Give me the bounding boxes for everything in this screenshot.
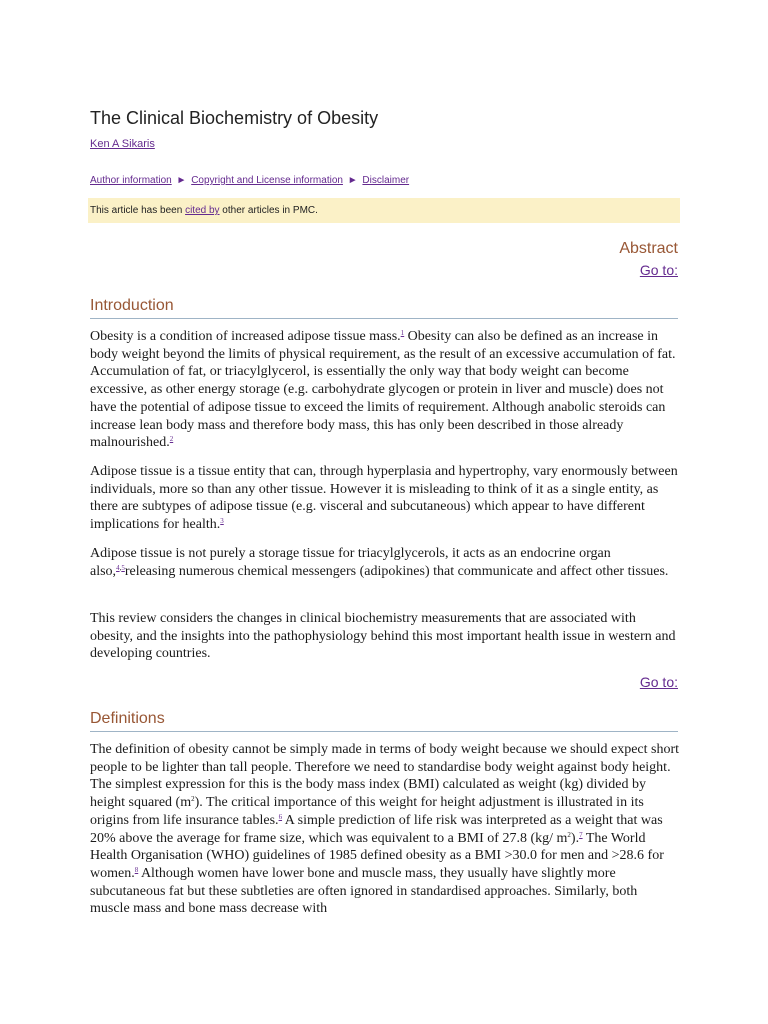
copyright-license-link[interactable]: Copyright and License information <box>191 175 343 186</box>
cited-prefix: This article has been <box>90 205 186 216</box>
cited-suffix: other articles in PMC. <box>219 205 318 216</box>
reference-link[interactable]: 8 <box>134 865 139 874</box>
disclaimer-link[interactable]: Disclaimer <box>362 175 410 186</box>
intro-paragraph-1: Obesity is a condition of increased adipose tissue mass.$^1$ Obesity can also be defined as an increase in body weight beyond the limits of physical requirement, as the result of an excessive accumulation of fat. Accumulation of fat, or triacylglycerol, is essentially the only way that body weight can become excessive, as other energy storage (e.g. carbohydrate glycogen or protein in liver and muscle) does not have the potential of adipose tissue to exceed the limits of requirement. Although anabolic steroids can increase lean body mass and therefore body mass, this has only been described in those already malnourished.$^2$ <box>90 329 676 451</box>
author-information-link[interactable]: Author information <box>90 175 172 186</box>
cited-by-link[interactable]: cited by <box>185 205 220 216</box>
intro-paragraph-3: Adipose tissue is not purely a storage tissue for triacylglycerols, it acts as an endocrine organ also,$^{4,5}$releasing numerous chemical messengers (adipokines) that communicate and affect other tissues. <box>90 546 669 579</box>
reference-link[interactable]: 1 <box>400 329 405 337</box>
introduction-heading: Introduction <box>90 297 678 319</box>
definitions-paragraph-1: The definition of obesity cannot be simply made in terms of body weight because we should expect short people to be lighter than tall people. Therefore we need to standardise body weight against body height. The simplest expression for this is the body mass index (BMI) calculated as weight (kg) divided by height squared $(m^2)$. The critical importance of this weight for height adjustment is illustrated in its origins from life insurance tables.$^6$ A simple prediction of life risk was interpreted as a weight that was 20% above the average for frame size, which was equivalent to a BMI of 27.8 (kg/ $m^2).^7$ The World Health Organisation (WHO) guidelines of 1985 defined obesity as a BMI >30.0 for men and >28.6 for women.$^8$ Although women have lower bone and muscle mass, they usually have slightly more subcutaneous fat but these subtleties are often ignored in standardised approaches. Similarly, both muscle mass and bone mass decrease with <box>90 742 680 917</box>
author-link[interactable]: Ken A Sikaris <box>90 138 155 150</box>
article-title: The Clinical Biochemistry of Obesity <box>90 108 379 128</box>
goto-link[interactable]: Go to: <box>639 262 678 278</box>
abstract-heading[interactable]: Abstract <box>619 240 678 257</box>
reference-link[interactable]: 6 <box>278 812 283 821</box>
goto-link[interactable]: Go to: <box>639 674 678 690</box>
expand-arrow-icon: ► <box>347 175 358 186</box>
reference-link[interactable]: 4 <box>116 563 120 572</box>
intro-paragraph-4: This review considers the changes in clinical biochemistry measurements that are associated with obesity, and the insights into the pathophysiology behind this most important health issue in western and developing countries. <box>90 611 676 662</box>
author-line <box>90 138 155 150</box>
article-meta-links <box>90 175 409 186</box>
cited-by-notice <box>88 198 680 223</box>
reference-link[interactable]: 5 <box>121 563 125 572</box>
intro-paragraph-2: Adipose tissue is a tissue entity that can, through hyperplasia and hypertrophy, vary enormously between individuals, more so than any other tissue. However it is misleading to think of it as a single entity, as there are subtypes of adipose tissue (e.g. visceral and subcutaneous) which appear to have different implications for health.$^3$ <box>90 464 678 533</box>
expand-arrow-icon: ► <box>176 175 187 186</box>
reference-link[interactable]: 3 <box>220 517 224 526</box>
reference-link[interactable]: 2 <box>169 435 174 444</box>
definitions-heading: Definitions <box>90 710 678 732</box>
reference-link[interactable]: 7 <box>579 830 583 839</box>
